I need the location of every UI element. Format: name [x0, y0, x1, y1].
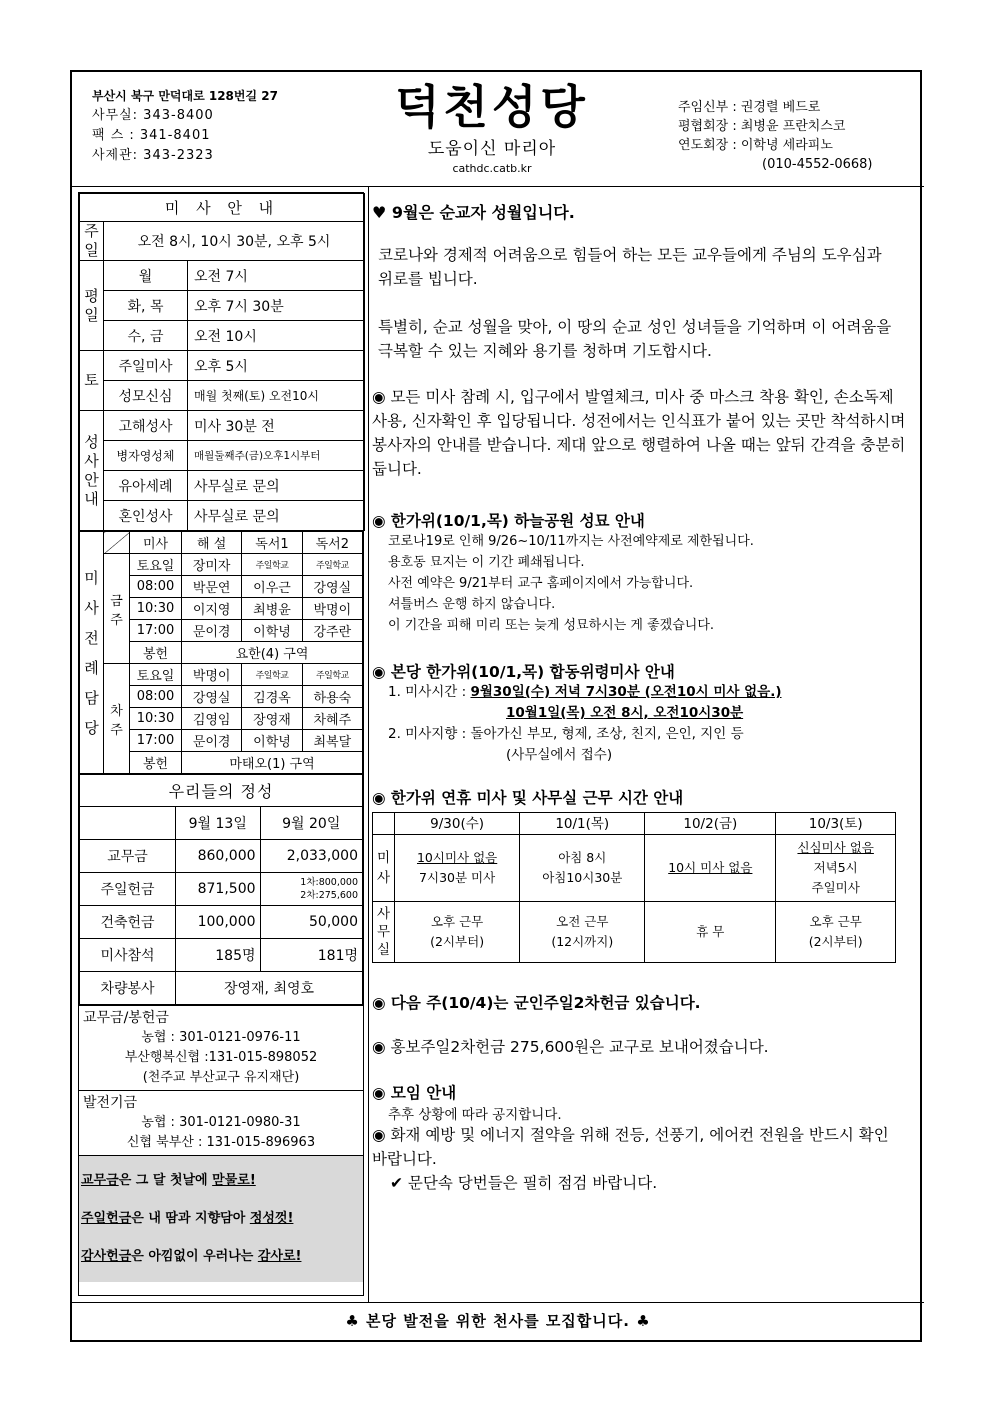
weekday-day: 월: [104, 261, 188, 291]
patron-name: 도움이신 마리아: [427, 139, 557, 159]
holiday-office-cell: 오후 근무 (2시부터): [395, 902, 520, 963]
holiday-corner: [373, 813, 395, 835]
pastor: 주임신부 : 권경렬 베드로: [678, 100, 821, 115]
offering-label: 미사참석: [80, 939, 176, 972]
duty-cell: 주일학교: [242, 664, 302, 686]
duty-cell: 이우근: [242, 576, 302, 598]
saturday-label: 토: [80, 351, 104, 411]
slogan: 교무금은 그 달 첫날에 맏물로!: [81, 1173, 256, 1188]
sacrament-name: 병자영성체: [104, 441, 188, 471]
sacrament-label: 성사안내: [80, 411, 104, 531]
week-label: 차주: [104, 664, 130, 774]
offering-label: 건축헌금: [80, 906, 176, 939]
footer-banner: ♣ 본당 발전을 위한 천사를 모집합니다. ♣: [345, 1312, 651, 1330]
memorial-intention-label: 2. 미사지향 :: [388, 726, 467, 742]
holiday-mass-cell: 10시 미사 없음: [645, 835, 776, 902]
holiday-schedule-table: [372, 812, 896, 963]
offering-value: 181명: [260, 939, 362, 972]
account-line: (천주교 부산교구 유지재단): [142, 1070, 300, 1085]
cemetery-line: 용호동 묘지는 이 기간 폐쇄됩니다.: [388, 555, 585, 570]
duty-header: 독서1: [242, 532, 302, 554]
cemetery-line: 이 기간을 피해 미리 또는 늦게 성묘하시는 게 좋겠습니다.: [388, 618, 715, 633]
holiday-date: 10/2(금): [645, 813, 776, 835]
holiday-mass-label: 미사: [373, 835, 395, 902]
duty-cell: 주일학교: [302, 554, 362, 576]
elders-phone: (010-4552-0668): [762, 157, 873, 172]
duty-header: 미사: [130, 532, 182, 554]
cemetery-line: 셔틀버스 운행 하지 않습니다.: [388, 597, 556, 612]
bulletin-page: [70, 70, 922, 1342]
development-accounts: [79, 1090, 363, 1155]
holiday-office-label: 사무실: [373, 902, 395, 963]
sacrament-info: 미사 30분 전: [188, 411, 365, 441]
duty-cell: 17:00: [130, 730, 182, 752]
car-service-label: 차량봉사: [80, 972, 176, 1005]
holiday-mass-cell: 10시미사 없음 7시30분 미사: [395, 835, 520, 902]
weekday-day: 화, 목: [104, 291, 188, 321]
offering-value: 860,000: [176, 840, 261, 873]
sacrament-info: 매월둘째주(금)오후1시부터: [188, 441, 365, 471]
duty-cell: 08:00: [130, 686, 182, 708]
holiday-office-cell: 휴 무: [645, 902, 776, 963]
duty-cell: 주일학교: [302, 664, 362, 686]
left-column: [78, 192, 364, 1296]
car-service-value: 장영재, 최영호: [176, 972, 363, 1005]
cemetery-notice: [372, 531, 918, 636]
weekday-time: 오전 10시: [188, 321, 365, 351]
month-paragraph: 코로나와 경제적 어려움으로 힘들어 하는 모든 교우들에게 주님의 도우심과 위로를 빕니다.: [378, 246, 882, 288]
offerings-corner: [80, 807, 176, 840]
duty-cell: 강영실: [302, 576, 362, 598]
offerings-table: [79, 774, 363, 1005]
memorial-title: ◉ 본당 한가위(10/1,목) 합동위령미사 안내: [372, 663, 675, 681]
duty-corner: [104, 532, 130, 554]
elders-president: 연도회장 : 이학녕 세라피노: [678, 138, 833, 153]
weekday-day: 수, 금: [104, 321, 188, 351]
cemetery-line: 코로나19로 인해 9/26~10/11까지는 사전예약제로 제한됩니다.: [388, 534, 754, 549]
account-line: 신협 북부산 : 131-015-896963: [126, 1135, 316, 1150]
contact-block: [92, 86, 278, 166]
holiday-mass-cell: 신심미사 없음 저녁5시 주일미사: [776, 835, 896, 902]
holiday-date: 9/30(수): [395, 813, 520, 835]
mass-schedule-table: [79, 193, 365, 531]
account-line: 부산행복신협 :131-015-898052: [124, 1050, 318, 1065]
duty-cell: 김영임: [182, 708, 242, 730]
sacrament-info: 사무실로 문의: [188, 501, 365, 531]
offering-value: 2,033,000: [260, 840, 362, 873]
holiday-date: 10/3(토): [776, 813, 896, 835]
holiday-title: ◉ 한가위 연휴 미사 및 사무실 근무 시간 안내: [372, 789, 684, 807]
duty-cell: 장영재: [242, 708, 302, 730]
offering-value: 871,500: [176, 873, 261, 906]
meeting-title: ◉ 모임 안내: [372, 1084, 457, 1102]
duty-cell: 문이경: [182, 620, 242, 642]
accounts-title: 교무금/봉헌금: [83, 1010, 169, 1026]
offerings-title: 우리들의 정성: [80, 775, 363, 807]
month-paragraph: 특별히, 순교 성월을 맞아, 이 땅의 순교 성인 성녀들을 기억하며 이 어려움을 극복할 수 있는 지혜와 용기를 청하며 기도합시다.: [378, 318, 892, 360]
duty-cell: 박명이: [182, 664, 242, 686]
cemetery-line: 사전 예약은 9/21부터 교구 홈페이지에서 가능합니다.: [388, 576, 694, 591]
saturday-time: 오후 5시: [188, 351, 365, 381]
duty-cell: 차혜주: [302, 708, 362, 730]
staff-block: [678, 98, 873, 174]
church-name: 덕천성당: [395, 80, 589, 134]
offering-value: [260, 873, 362, 906]
offerings-date: 9월 20일: [260, 807, 362, 840]
duty-cell: 토요일: [130, 664, 182, 686]
saturday-time: 매월 첫째(토) 오전10시: [188, 381, 365, 411]
masthead: [372, 76, 612, 178]
duty-cell: 장미자: [182, 554, 242, 576]
council-president: 평협회장 : 최병윤 프란치스코: [678, 119, 846, 134]
rectory-phone: 사제관: 343-2323: [92, 148, 214, 163]
office-phone: 사무실: 343-8400: [92, 108, 214, 123]
holiday-mass-cell: 아침 8시 아침10시30분: [520, 835, 645, 902]
account-line: 농협 : 301-0121-0976-11: [141, 1030, 301, 1045]
mass-title: 미 사 안 내: [80, 194, 365, 222]
duty-offering-label: 봉헌: [130, 752, 182, 774]
meeting-text: 추후 상황에 따라 공지합니다.: [388, 1107, 562, 1123]
right-column: [372, 192, 918, 1195]
offerings-date: 9월 13일: [176, 807, 261, 840]
duty-cell: 이학녕: [242, 620, 302, 642]
sacrament-info: 사무실로 문의: [188, 471, 365, 501]
month-title: ♥ 9월은 순교자 성월입니다.: [372, 203, 575, 222]
offering-value-first: 1차:800,000: [300, 877, 358, 888]
offering-label: 교무금: [80, 840, 176, 873]
fire-notice: ◉ 화재 예방 및 에너지 절약을 위해 전등, 선풍기, 에어컨 전원을 반드시 확인 바랍니다.: [372, 1126, 889, 1168]
lock-check-notice: ✔ 문단속 당번들은 필히 점검 바랍니다.: [390, 1174, 658, 1192]
duty-label: 미사전례담당: [80, 532, 104, 774]
duty-cell: 김경옥: [242, 686, 302, 708]
holiday-date: 10/1(목): [520, 813, 645, 835]
duty-cell: 이지영: [182, 598, 242, 620]
duty-cell: 17:00: [130, 620, 182, 642]
duty-offering-group: 마태오(1) 구역: [182, 752, 363, 774]
duty-cell: 10:30: [130, 708, 182, 730]
duty-cell: 이학녕: [242, 730, 302, 752]
liturgy-duty-table: [79, 531, 363, 774]
weekday-label: 평일: [80, 261, 104, 351]
duty-cell: 10:30: [130, 598, 182, 620]
duty-cell: 박문연: [182, 576, 242, 598]
account-line: 농협 : 301-0121-0980-31: [141, 1115, 301, 1130]
offering-value: 50,000: [260, 906, 362, 939]
offering-value: 100,000: [176, 906, 261, 939]
sacrament-name: 유아세례: [104, 471, 188, 501]
website-url: cathdc.catb.kr: [452, 162, 532, 175]
duty-header: 독서2: [302, 532, 362, 554]
slogan: 감사헌금은 아낌없이 우러나는 감사로!: [81, 1249, 302, 1264]
offering-value-second: 2차:275,600: [300, 890, 358, 901]
offering-slogans: [79, 1155, 363, 1282]
duty-cell: 문이경: [182, 730, 242, 752]
duty-cell: 강주란: [302, 620, 362, 642]
duty-offering-label: 봉헌: [130, 642, 182, 664]
offering-value: 185명: [176, 939, 261, 972]
column-divider: [368, 186, 369, 1302]
sacrament-name: 고해성사: [104, 411, 188, 441]
cemetery-title: ◉ 한가위(10/1,목) 하늘공원 성묘 안내: [372, 512, 645, 530]
memorial-notice: [372, 682, 918, 766]
holiday-office-cell: 오전 근무 (12시까지): [520, 902, 645, 963]
saturday-item: 주일미사: [104, 351, 188, 381]
sunday-times: 오전 8시, 10시 30분, 오후 5시: [104, 222, 365, 261]
slogan: 주일헌금은 내 땀과 지향담아 정성껏!: [81, 1211, 294, 1226]
footer-divider: [72, 1302, 924, 1303]
saturday-item: 성모신심: [104, 381, 188, 411]
weekday-time: 오후 7시 30분: [188, 291, 365, 321]
duty-cell: 박명이: [302, 598, 362, 620]
offering-label: 주일헌금: [80, 873, 176, 906]
memorial-time: 10월1일(목) 오전 8시, 오전10시30분: [506, 705, 744, 721]
promo-notice: ◉ 홍보주일2차헌금 275,600원은 교구로 보내어졌습니다.: [372, 1038, 769, 1056]
duty-cell: 최복달: [302, 730, 362, 752]
memorial-time-label: 1. 미사시간 :: [388, 684, 467, 700]
covid-notice: ◉ 모든 미사 참례 시, 입구에서 발열체크, 미사 중 마스크 착용 확인, 손소독제 사용, 신자확인 후 입당됩니다. 성전에서는 인식표가 붙어 있는 곳만 착석하시며 봉사자의 안내를 받습니다. 제대 앞으로 행렬하여 나올 때는 앞뒤 간격을 충분히 둡니다.: [372, 388, 906, 478]
military-notice: ◉ 다음 주(10/4)는 군인주일2차헌금 있습니다.: [372, 994, 701, 1012]
header-divider: [72, 186, 924, 187]
duty-cell: 최병윤: [242, 598, 302, 620]
memorial-time: 9월30일(수) 저녁 7시30분 (오전10시 미사 없음.): [470, 684, 782, 700]
weekday-time: 오전 7시: [188, 261, 365, 291]
duty-offering-group: 요한(4) 구역: [182, 642, 363, 664]
duty-cell: 토요일: [130, 554, 182, 576]
duty-cell: 강영실: [182, 686, 242, 708]
duty-cell: 하용숙: [302, 686, 362, 708]
fax-number: 팩 스 : 341-8401: [92, 128, 211, 143]
memorial-intention: 돌아가신 부모, 형제, 조상, 친지, 은인, 지인 등: [470, 726, 744, 742]
duty-header: 해 설: [182, 532, 242, 554]
offering-accounts: [79, 1005, 363, 1090]
sunday-label: 주일: [80, 222, 104, 261]
duty-cell: 주일학교: [242, 554, 302, 576]
sacrament-name: 혼인성사: [104, 501, 188, 531]
duty-cell: 08:00: [130, 576, 182, 598]
holiday-office-cell: 오후 근무 (2시부터): [776, 902, 896, 963]
week-label: 금주: [104, 554, 130, 664]
church-address: 부산시 북구 만덕대로 128번길 27: [92, 89, 278, 103]
memorial-intention-note: (사무실에서 접수): [506, 747, 613, 763]
accounts-title: 발전기금: [83, 1095, 138, 1111]
